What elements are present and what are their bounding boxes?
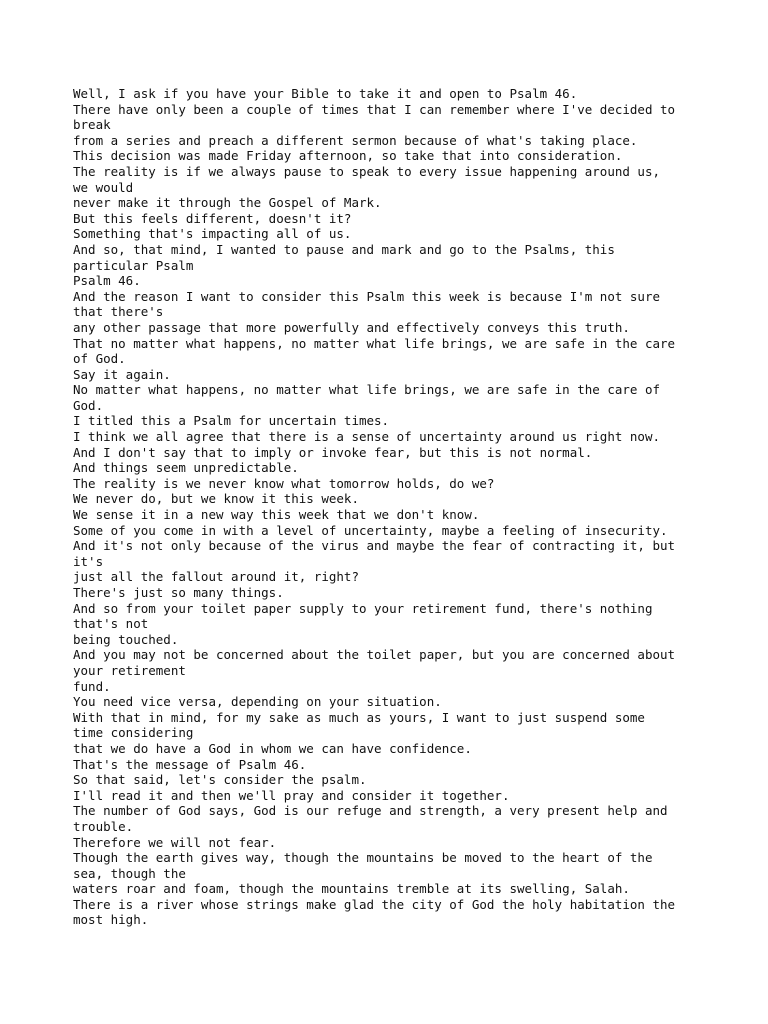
transcript-line: Something that's impacting all of us.	[73, 226, 352, 242]
transcript-line: Say it again.	[73, 366, 171, 382]
transcript-line: And so from your toilet paper supply to your retirement fund, there's nothing	[73, 600, 653, 616]
transcript-line: The reality is if we always pause to speak to every issue happening around us,	[73, 163, 660, 179]
transcript-line: There is a river whose strings make glad the city of God the holy habitation the	[73, 896, 676, 912]
transcript-line: So that said, let's consider the psalm.	[73, 772, 367, 788]
transcript-line: And you may not be concerned about the toilet paper, but you are concerned about	[73, 647, 676, 663]
transcript-line: I think we all agree that there is a sense of uncertainty around us right now.	[73, 429, 660, 445]
transcript-line: trouble.	[73, 818, 134, 834]
transcript-line: Psalm 46.	[73, 273, 141, 289]
transcript-line: And things seem unpredictable.	[73, 460, 299, 476]
transcript-line: from a series and preach a different sermon because of what's taking place.	[73, 132, 638, 148]
transcript-line: We never do, but we know it this week.	[73, 491, 359, 507]
transcript-line: Some of you come in with a level of uncertainty, maybe a feeling of insecurity.	[73, 522, 668, 538]
transcript-line: But this feels different, doesn't it?	[73, 210, 352, 226]
transcript-line: we would	[73, 179, 134, 195]
transcript-line: never make it through the Gospel of Mark.	[73, 195, 382, 211]
transcript-line: sea, though the	[73, 865, 186, 881]
transcript-line: I'll read it and then we'll pray and consider it together.	[73, 787, 510, 803]
transcript-line: that there's	[73, 304, 164, 320]
transcript-line: most high.	[73, 912, 149, 928]
transcript-line: particular Psalm	[73, 257, 194, 273]
transcript-line: time considering	[73, 725, 194, 741]
transcript-line: of God.	[73, 351, 126, 367]
transcript-line: You need vice versa, depending on your situation.	[73, 694, 442, 710]
transcript-line: your retirement	[73, 662, 186, 678]
transcript-line: any other passage that more powerfully and effectively conveys this truth.	[73, 319, 630, 335]
transcript-line: fund.	[73, 678, 111, 694]
transcript-line: With that in mind, for my sake as much as yours, I want to just suspend some	[73, 709, 645, 725]
transcript-line: The number of God says, God is our refuge and strength, a very present help and	[73, 803, 668, 819]
transcript-line: God.	[73, 397, 104, 413]
transcript-line: Therefore we will not fear.	[73, 834, 277, 850]
transcript-line: And so, that mind, I wanted to pause and mark and go to the Psalms, this	[73, 241, 615, 257]
transcript-line: And I don't say that to imply or invoke fear, but this is not normal.	[73, 444, 593, 460]
transcript-line: waters roar and foam, though the mountains tremble at its swelling, Salah.	[73, 881, 630, 897]
transcript-line: being touched.	[73, 631, 179, 647]
transcript-line: I titled this a Psalm for uncertain times.	[73, 413, 390, 429]
transcript-line: No matter what happens, no matter what life brings, we are safe in the care of	[73, 382, 660, 398]
transcript-line: Though the earth gives way, though the mountains be moved to the heart of the	[73, 850, 653, 866]
transcript-line: Well, I ask if you have your Bible to take it and open to Psalm 46.	[73, 86, 578, 101]
transcript-line: That no matter what happens, no matter what life brings, we are safe in the care	[73, 335, 676, 351]
transcript-line: This decision was made Friday afternoon, so take that into consideration.	[73, 148, 623, 164]
transcript-line: There have only been a couple of times that I can remember where I've decided to	[73, 101, 676, 117]
transcript-line: There's just so many things.	[73, 585, 284, 600]
transcript-line: And the reason I want to consider this Psalm this week is because I'm not sure	[73, 288, 660, 304]
transcript-line: break	[73, 117, 111, 133]
transcript-line: And it's not only because of the virus and maybe the fear of contracting it, but	[73, 538, 676, 554]
transcript-line: that's not	[73, 616, 149, 632]
transcript-page	[73, 86, 733, 928]
transcript-line: it's	[73, 553, 104, 569]
transcript-line: We sense it in a new way this week that we don't know.	[73, 507, 480, 523]
transcript-line: That's the message of Psalm 46.	[73, 756, 307, 772]
transcript-line: just all the fallout around it, right?	[73, 569, 359, 585]
transcript-line: that we do have a God in whom we can have confidence.	[73, 740, 472, 756]
transcript-line: The reality is we never know what tomorrow holds, do we?	[73, 475, 495, 491]
